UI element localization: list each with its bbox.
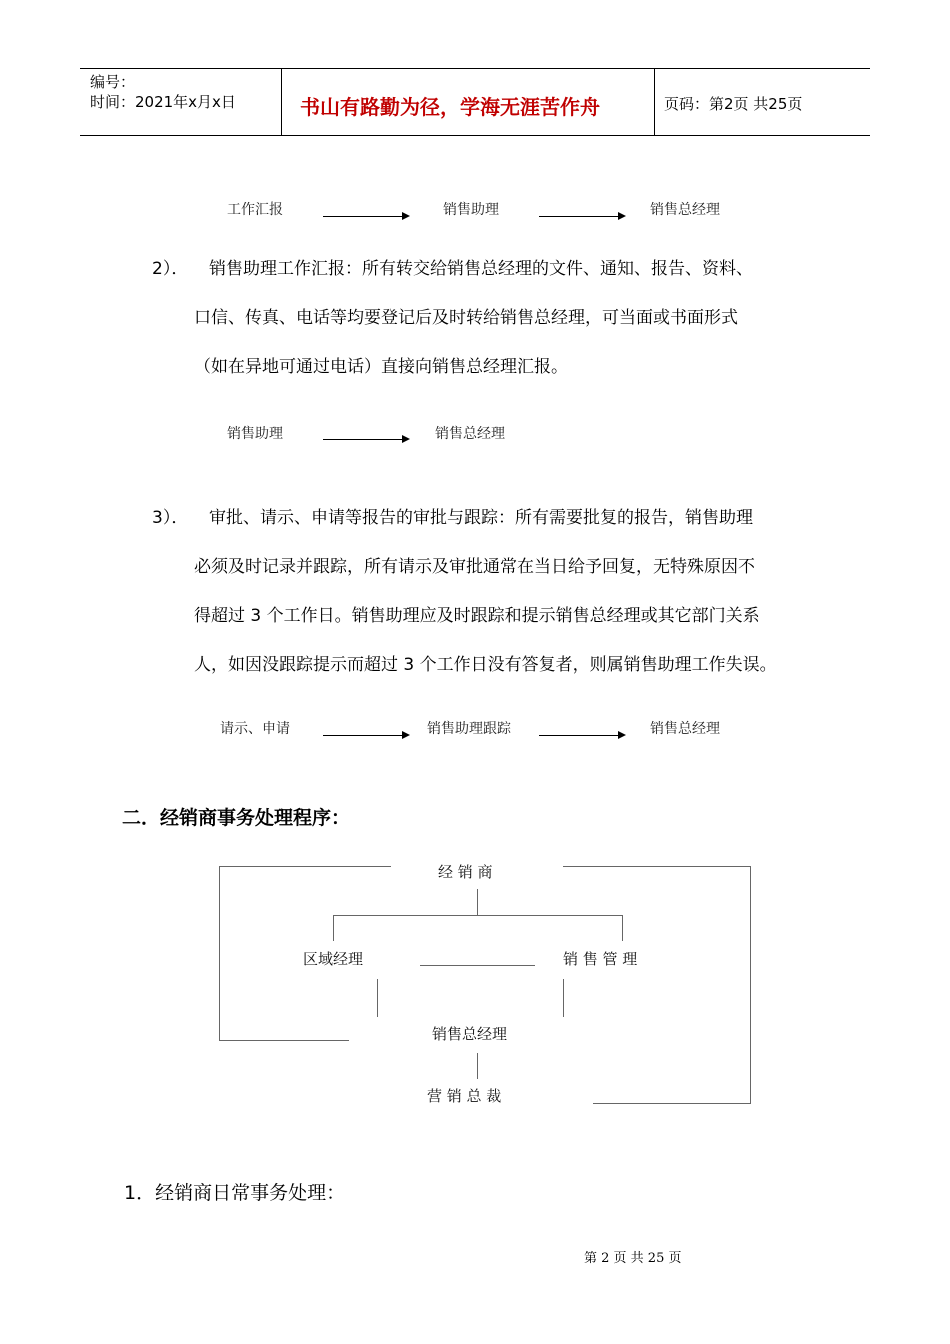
paragraph-line: 必须及时记录并跟踪，所有请示及审批通常在当日给予回复，无特殊原因不 xyxy=(194,557,755,577)
section-heading: 二．经销商事务处理程序： xyxy=(122,807,351,829)
flow-step: 销售助理 xyxy=(227,426,283,442)
header-top-border xyxy=(80,68,870,69)
connector-line xyxy=(593,1103,751,1104)
org-node-marketing-president: 营 销 总 裁 xyxy=(427,1087,502,1105)
connector-line xyxy=(219,1040,349,1041)
connector-line xyxy=(219,866,391,867)
paragraph-line: （如在异地可通过电话）直接向销售总经理汇报。 xyxy=(194,357,568,377)
paragraph-line: 审批、请示、申请等报告的审批与跟踪：所有需要批复的报告，销售助理 xyxy=(209,508,753,528)
connector-line xyxy=(219,866,220,1041)
connector-line xyxy=(477,1053,478,1079)
arrow-icon xyxy=(323,735,403,736)
flow-step: 工作汇报 xyxy=(227,202,283,218)
connector-line xyxy=(563,979,564,1017)
connector-line xyxy=(477,889,478,915)
paragraph-line: 销售助理工作汇报：所有转交给销售总经理的文件、通知、报告、资料、 xyxy=(209,259,753,279)
flow-step: 销售总经理 xyxy=(650,202,720,218)
flow-step: 销售助理 xyxy=(443,202,499,218)
flow-step: 销售总经理 xyxy=(435,426,505,442)
item-number: 3）． xyxy=(152,508,189,528)
header-divider-1 xyxy=(281,68,282,136)
header-divider-2 xyxy=(654,68,655,136)
connector-line xyxy=(333,915,623,916)
connector-line xyxy=(420,965,535,966)
org-node-regional-manager: 区域经理 xyxy=(303,950,364,968)
connector-line xyxy=(333,915,334,941)
paragraph-line: 口信、传真、电话等均要登记后及时转给销售总经理，可当面或书面形式 xyxy=(194,308,738,328)
arrow-icon xyxy=(539,735,619,736)
subsection-heading: 1．经销商日常事务处理： xyxy=(124,1182,346,1204)
header-time-label: 时间：2021年x月x日 xyxy=(90,93,236,111)
org-node-dealer: 经 销 商 xyxy=(438,863,493,881)
header-page-info: 页码：第2页 共25页 xyxy=(664,95,803,113)
header-bottom-border xyxy=(80,135,870,136)
org-node-sales-gm: 销售总经理 xyxy=(432,1025,508,1043)
flow-step: 请示、申请 xyxy=(220,721,290,737)
item-number: 2）． xyxy=(152,259,189,279)
connector-line xyxy=(622,915,623,941)
paragraph-line: 得超过 3 个工作日。销售助理应及时跟踪和提示销售总经理或其它部门关系 xyxy=(194,606,760,626)
org-node-sales-management: 销 售 管 理 xyxy=(563,950,638,968)
flow-step: 销售助理跟踪 xyxy=(427,721,511,737)
arrow-icon xyxy=(323,216,403,217)
connector-line xyxy=(377,979,378,1017)
header-motto: 书山有路勤为径，学海无涯苦作舟 xyxy=(300,95,600,119)
page-footer: 第 2 页 共 25 页 xyxy=(584,1251,682,1266)
arrow-icon xyxy=(323,439,403,440)
connector-line xyxy=(563,866,750,867)
paragraph-line: 人，如因没跟踪提示而超过 3 个工作日没有答复者，则属销售助理工作失误。 xyxy=(194,655,777,675)
header-number-label: 编号： xyxy=(90,73,136,91)
connector-line xyxy=(750,866,751,1104)
flow-step: 销售总经理 xyxy=(650,721,720,737)
arrow-icon xyxy=(539,216,619,217)
